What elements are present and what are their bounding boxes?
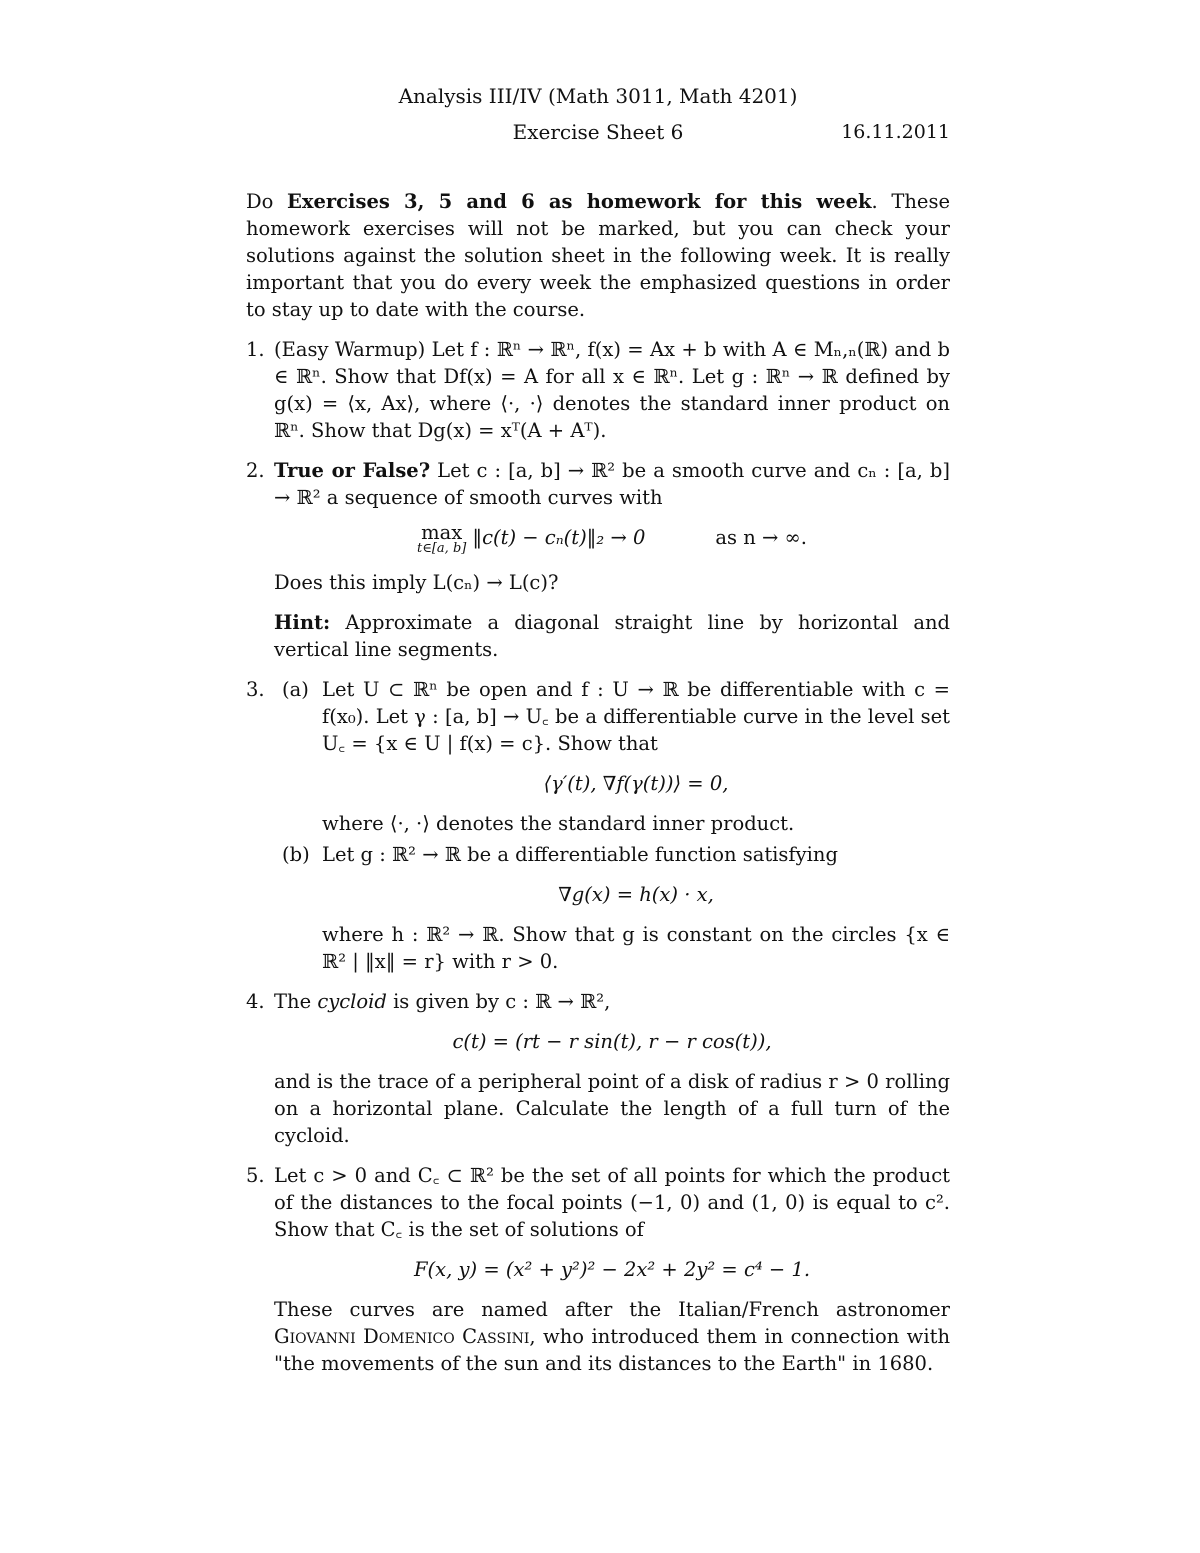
hint-label: Hint: — [274, 611, 331, 634]
intro-rest: . These homework exercises will not be marked, but you can check your solutions against the solution sheet in the following week. It is really important that you do every week the emphasized questions in order to stay up to date with the course. — [246, 190, 950, 321]
course-title: Analysis III/IV (Math 3011, Math 4201) — [398, 84, 798, 108]
part-label: (a) — [282, 678, 309, 701]
exercise-3b-formula: ∇g(x) = h(x) · x, — [558, 883, 714, 906]
exercise-3 — [246, 676, 950, 975]
exercise-2 — [246, 457, 950, 663]
exercise-3b — [274, 841, 950, 975]
exercise-number: 4. — [246, 990, 265, 1013]
exercise-2-statement — [274, 457, 950, 511]
exercise-number: 3. — [246, 678, 265, 701]
exercise-3a — [274, 676, 950, 837]
exercise-number: 1. — [246, 338, 265, 361]
exercise-4-text — [274, 988, 950, 1015]
exercise-3b-text: Let g : ℝ² → ℝ be a differentiable function satisfying — [322, 843, 838, 866]
exercise-3a-after: where ⟨·, ·⟩ denotes the standard inner product. — [322, 812, 795, 835]
exercise-3a-formula: ⟨γ′(t), ∇f(γ(t))⟩ = 0, — [543, 772, 729, 795]
intro-paragraph — [246, 188, 950, 323]
hint-text: Approximate a diagonal straight line by horizontal and vertical line segments. — [274, 611, 950, 661]
true-or-false-label: True or False? — [274, 459, 431, 482]
exercise-5-formula: F(x, y) = (x² + y²)² − 2x² + 2y² = c⁴ − 1. — [413, 1258, 811, 1281]
exercise-4-formula: c(t) = (rt − r sin(t), r − r cos(t)), — [452, 1030, 772, 1053]
part-label: (b) — [282, 843, 310, 866]
exercise-4-after: and is the trace of a peripheral point of a disk of radius r > 0 rolling on a horizontal plane. Calculate the length of a full turn of the cycloid. — [274, 1070, 950, 1147]
sheet-date: 16.11.2011 — [841, 121, 950, 143]
exercise-1 — [246, 336, 950, 444]
exercise-5-after-1: These curves are named after the Italian/French astronomer — [274, 1298, 950, 1321]
exercise-number: 2. — [246, 459, 265, 482]
exercise-number: 5. — [246, 1164, 265, 1187]
max-operator — [417, 521, 467, 556]
intro-bold: Exercises 3, 5 and 6 as homework for this week — [287, 190, 872, 213]
exercise-4 — [246, 988, 950, 1149]
exercise-2-hint — [274, 609, 950, 663]
intro-lead: Do — [246, 190, 288, 213]
exercise-5-after — [274, 1296, 950, 1377]
exercise-5 — [246, 1162, 950, 1377]
exercise-5-after-2: , who introduced them in connection with "the movements of the sun and its distances to the Earth" in 1680. — [274, 1325, 951, 1375]
max-subscript: t∈[a, b] — [417, 541, 467, 556]
sheet-header-row — [246, 112, 950, 152]
exercise-3b-after: where h : ℝ² → ℝ. Show that g is constant on the circles {x ∈ ℝ² | ‖x‖ = r} with r > 0. — [322, 923, 950, 973]
exercise-4-post: is given by c : ℝ → ℝ², — [386, 990, 611, 1013]
formula-body: ‖c(t) − cₙ(t)‖₂ → 0 — [472, 526, 646, 549]
exercise-2-formula — [274, 521, 950, 556]
exercise-list — [246, 336, 950, 1377]
exercise-sheet-page — [246, 80, 950, 1390]
exercise-3a-text: Let U ⊂ ℝⁿ be open and f : U → ℝ be differentiable with c = f(x₀). Let γ : [a, b] → U꜀ be a differentiable curve in the level set U꜀ = {x ∈ U | f(x) = c}. Show that — [322, 678, 950, 755]
cycloid-term: cycloid — [317, 990, 387, 1013]
exercise-2-text: Let c : [a, b] → ℝ² be a smooth curve and cₙ : [a, b] → ℝ² a sequence of smooth curves with — [274, 459, 950, 509]
astronomer-name: Giovanni Domenico Cassini — [274, 1325, 530, 1348]
exercise-2-question: Does this imply L(cₙ) → L(c)? — [274, 571, 559, 594]
max-label: max — [421, 521, 463, 544]
exercise-4-pre: The — [274, 990, 318, 1013]
exercise-1-text: (Easy Warmup) Let f : ℝⁿ → ℝⁿ, f(x) = Ax + b with A ∈ Mₙ,ₙ(ℝ) and b ∈ ℝⁿ. Show that Df(x) = A for all x ∈ ℝⁿ. Let g : ℝⁿ → ℝ defined by g(x) = ⟨x, Ax⟩, where ⟨·, ·⟩ denotes the standard inner product on ℝⁿ. Show that Dg(x) = xᵀ(A + Aᵀ). — [274, 338, 950, 442]
formula-tail: as n → ∞. — [715, 526, 807, 549]
sheet-title: Exercise Sheet 6 — [512, 120, 684, 144]
exercise-5-text: Let c > 0 and C꜀ ⊂ ℝ² be the set of all points for which the product of the distances to the focal points (−1, 0) and (1, 0) is equal to c². Show that C꜀ is the set of solutions of — [274, 1164, 950, 1241]
